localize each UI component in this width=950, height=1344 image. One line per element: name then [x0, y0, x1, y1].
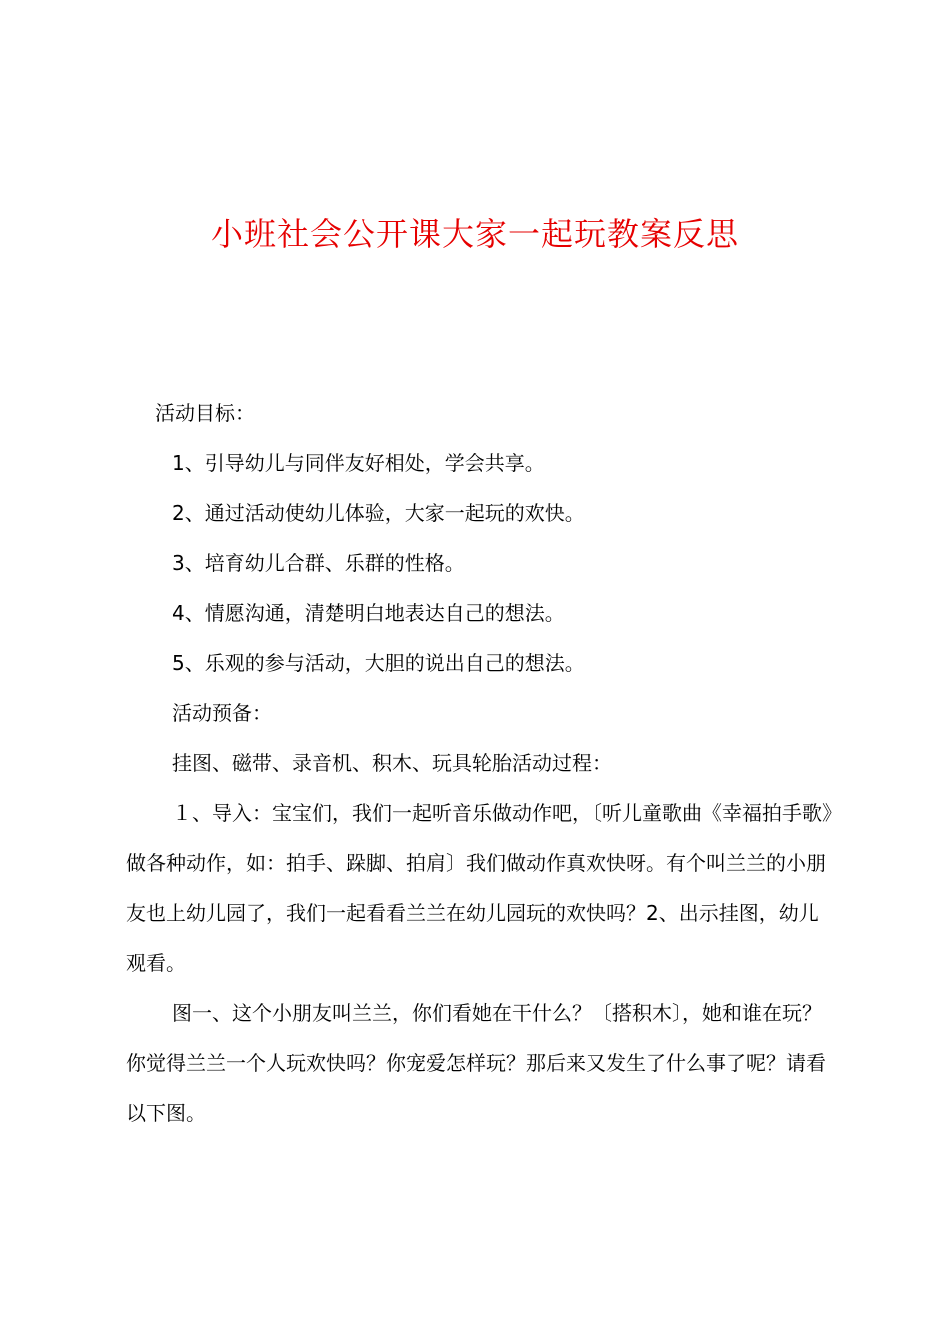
goal-item-4: 4、情愿沟通，清楚明白地表达自己的想法。 [172, 601, 565, 625]
prep-heading: 活动预备： [172, 701, 272, 725]
goal-item-3: 3、培育幼儿合群、乐群的性格。 [172, 551, 465, 575]
prep-materials: 挂图、磁带、录音机、积木、玩具轮胎活动过程： [172, 751, 612, 775]
goal-item-2: 2、通过活动使幼儿体验，大家一起玩的欢快。 [172, 501, 585, 525]
document-title: 小班社会公开课大家一起玩教案反思 [210, 215, 739, 253]
process-paragraph-2: 图一、这个小朋友叫兰兰，你们看她在干什么？〔搭积木〕，她和谁在玩？你觉得兰兰一个人玩欢快吗？你宠爱怎样玩？那后来又发生了什么事了呢？请看以下图。 [126, 1001, 826, 1125]
goals-heading: 活动目标： [155, 401, 255, 425]
process-paragraph-1: １、导入：宝宝们，我们一起听音乐做动作吧，〔听儿童歌曲《幸福拍手歌》做各种动作，如：拍手、跺脚、拍肩〕我们做动作真欢快呀。有个叫兰兰的小朋友也上幼儿园了，我们一起看看兰兰在幼儿园玩的欢快吗？2、出示挂图，幼儿观看。 [126, 801, 832, 975]
goal-item-1: 1、引导幼儿与同伴友好相处，学会共享。 [172, 451, 545, 475]
goal-item-5: 5、乐观的参与活动，大胆的说出自己的想法。 [172, 651, 585, 675]
